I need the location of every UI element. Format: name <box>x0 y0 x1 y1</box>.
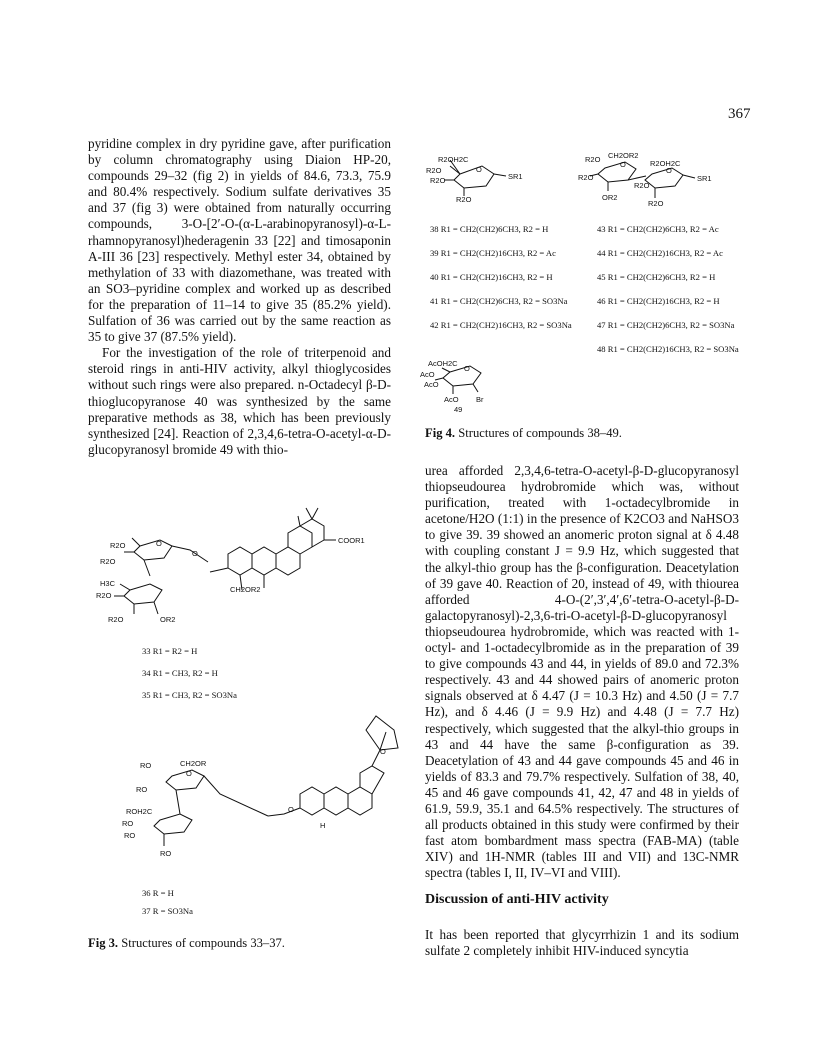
left-paragraph-1: pyridine complex in dry pyridine gave, after purification by column chromatography using Diaion HP-20, compounds 29–32 (fig 2) in yields of 84.6, 73.3, 75.9 and 80.4% respectively. Sodium sulfate derivatives 35 and 37 (fig 3) were obtained from naturally occurring compounds, 3-O-[2′-O-(α-L-arabinopyranosyl)-α-L-rhamnopyranosyl)hederagenin 33 [22] and timosaponin A-III 36 [23] respectively. Methyl ester 34, obtained by methylation of 33 with diazomethane, was treated with an SO3–pyridine complex and worked up as described for the preparation of 11–14 to give 35 (85.2% yield). Sulfation of 36 was carried out by the same reaction as 35 to give 37 (87.5% yield). <box>88 136 391 345</box>
fig4-compound-41: 41 R1 = CH2(CH2)6CH3, R2 = SO3Na <box>430 296 568 306</box>
fig4-label: OR2 <box>602 193 618 202</box>
fig3-label: R2O <box>100 557 116 566</box>
fig4-compound-42: 42 R1 = CH2(CH2)16CH3, R2 = SO3Na <box>430 320 572 330</box>
fig4-label: R2OH2C <box>650 159 681 168</box>
fig4-label: CH2OR2 <box>608 151 639 160</box>
fig3-compound-36: 36 R = H <box>142 888 174 898</box>
fig3-label: R2O <box>96 591 112 600</box>
fig3-label: CH2OR2 <box>230 585 261 594</box>
fig4-ring-1 <box>454 166 494 188</box>
fig4-label: AcO <box>420 370 435 379</box>
fig4-label: R2O <box>578 173 594 182</box>
fig4-compound-48: 48 R1 = CH2(CH2)16CH3, R2 = SO3Na <box>597 344 739 354</box>
fig4-caption-text: Structures of compounds 38–49. <box>458 426 622 440</box>
fig3-structures <box>80 480 400 920</box>
fig4-label: R2O <box>456 195 472 204</box>
section-heading: Discussion of anti-HIV activity <box>425 892 609 907</box>
fig4-compound-43: 43 R1 = CH2(CH2)6CH3, R2 = Ac <box>597 224 719 234</box>
fig3-label: R2O <box>110 541 126 550</box>
fig4-label: AcO <box>444 395 459 404</box>
fig3-label: O <box>380 747 386 756</box>
fig3-label: ROH2C <box>126 807 153 816</box>
fig3-label: RO <box>160 849 172 858</box>
fig4-compound-47: 47 R1 = CH2(CH2)6CH3, R2 = SO3Na <box>597 320 735 330</box>
fig3-triterpene-skeleton <box>228 508 336 575</box>
fig3-label: H <box>320 821 326 830</box>
fig3-label: H3C <box>100 579 116 588</box>
fig4-ring-3 <box>645 168 683 188</box>
fig3-caption <box>88 936 285 951</box>
fig3-label: RO <box>124 831 136 840</box>
fig3-label: COOR1 <box>338 536 365 545</box>
fig4-label: SR1 <box>697 174 712 183</box>
fig3-sugar-ring-2 <box>124 584 162 604</box>
fig4-caption <box>425 426 622 441</box>
fig4-label: R2O <box>585 155 601 164</box>
fig3-label: R2O <box>108 615 124 624</box>
fig4-caption-label: Fig 4. <box>425 426 456 440</box>
fig4-compound-46: 46 R1 = CH2(CH2)16CH3, R2 = H <box>597 296 720 306</box>
fig3-sugar-ring-1 <box>134 540 172 560</box>
fig4-label: R2O <box>426 166 442 175</box>
fig4-label: Br <box>476 395 484 404</box>
fig4-compound-40: 40 R1 = CH2(CH2)16CH3, R2 = H <box>430 272 553 282</box>
fig3-label: OR2 <box>160 615 176 624</box>
fig3-caption-text: Structures of compounds 33–37. <box>121 936 285 950</box>
fig4-label: AcOH2C <box>428 359 458 368</box>
fig3-label: O <box>288 805 294 814</box>
fig3-label: RO <box>140 761 152 770</box>
right-paragraph-1: urea afforded 2,3,4,6-tetra-O-acetyl-β-D-glucopyranosyl thiopseudourea hydrobromide which was, without purification, treated with 1-octadecylbromide in acetone/H2O (1:1) in the presence of K2CO3 and NaHSO3 to give 39. 39 showed an anomeric proton signal at δ 4.48 with coupling constant J = 9.9 Hz, which suggested that the alkyl-thio group has the β-configuration. Deacetylation of 39 gave 40. Reaction of 20, instead of 49, with thiourea afforded 4-O-(2′,3′,4′,6′-tetra-O-acetyl-β-D-galactopyranosyl)-2,3,6-tri-O-acetyl-β-D-glucopyranosyl thiopseudourea hydrobromide, which was reacted with 1-octyl- and 1-octadecylbromide as in the preparation of 39 to give compounds 43 and 44, in yields of 89.0 and 72.3% respectively. 43 and 44 showed pairs of anomeric proton signals observed at δ 4.47 (J = 10.3 Hz) and 4.50 (J = 7.7 Hz), and δ 4.46 (J = 9.9 Hz) and 4.48 (J = 7.7 Hz) respectively, which suggested that the alkyl-thio groups in 43 and 44 have the same β-configuration as 39. Deacetylation of 43 and 44 gave compounds 45 and 46 in yields of 83.3 and 79.7% respectively. Sulfation of 38, 40, 45 and 46 gave compounds 41, 42, 47 and 48 in yields of 61.9, 59.9, 35.1 and 64.5% respectively. The structures of all products obtained in this study were confirmed by their fast atom bombardment mass spectra (FAB-MA) (table XIV) and 1H-NMR (tables III and VII) and 13C-NMR spectra (tables I, II, IV–VI and VIII). <box>425 463 739 881</box>
fig3-compound-34: 34 R1 = CH3, R2 = H <box>142 668 218 678</box>
fig4-ring-49 <box>443 366 481 386</box>
fig3-compound-33: 33 R1 = R2 = H <box>142 646 198 656</box>
fig3-label: O <box>156 539 162 548</box>
fig4-label: O <box>620 160 626 169</box>
page-number: 367 <box>728 106 751 122</box>
fig3-label: RO <box>136 785 148 794</box>
fig4-compound-38: 38 R1 = CH2(CH2)6CH3, R2 = H <box>430 224 549 234</box>
fig4-compound-45: 45 R1 = CH2(CH2)6CH3, R2 = H <box>597 272 716 282</box>
fig3-steroid-skeleton <box>300 716 398 815</box>
fig3-label: CH2OR <box>180 759 207 768</box>
fig4-label: AcO <box>424 380 439 389</box>
fig3-label: RO <box>122 819 134 828</box>
fig3-compound-35: 35 R1 = CH3, R2 = SO3Na <box>142 690 237 700</box>
fig3-sugar-ring-4 <box>154 814 192 834</box>
fig3-sugar-ring-3 <box>166 770 204 790</box>
right-column-2 <box>425 927 739 959</box>
fig4-compound-39: 39 R1 = CH2(CH2)16CH3, R2 = Ac <box>430 248 556 258</box>
fig3-label: O <box>186 769 192 778</box>
left-column <box>88 136 391 458</box>
fig4-label: O <box>666 166 672 175</box>
fig4-label: R2OH2C <box>438 155 469 164</box>
left-paragraph-2: For the investigation of the role of triterpenoid and steroid rings in anti-HIV activity, alkyl thioglycosides without such rings were also prepared. n-Octadecyl β-D-thioglucopyranose 40 was synthesized by the same preparative methods as 38, which has been previously synthesized [24]. Reaction of 2,3,4,6-tetra-O-acetyl-α-D-glucopyranosyl bromide 49 with thio- <box>88 345 391 457</box>
fig3-label: O <box>192 549 198 558</box>
fig4-label: R2O <box>430 176 446 185</box>
fig4-compound-44: 44 R1 = CH2(CH2)16CH3, R2 = Ac <box>597 248 723 258</box>
right-column <box>425 463 739 881</box>
fig4-label: O <box>464 364 470 373</box>
fig4-label: 49 <box>454 405 463 414</box>
fig3-caption-label: Fig 3. <box>88 936 119 950</box>
fig3-compound-37: 37 R = SO3Na <box>142 906 193 916</box>
right-paragraph-2: It has been reported that glycyrrhizin 1 and its sodium sulfate 2 completely inhibit HIV-induced syncytia <box>425 927 739 959</box>
fig4-label: R2O <box>648 199 664 208</box>
fig4-label: R2O <box>634 181 650 190</box>
fig4-label: SR1 <box>508 172 523 181</box>
fig4-label: O <box>476 165 482 174</box>
